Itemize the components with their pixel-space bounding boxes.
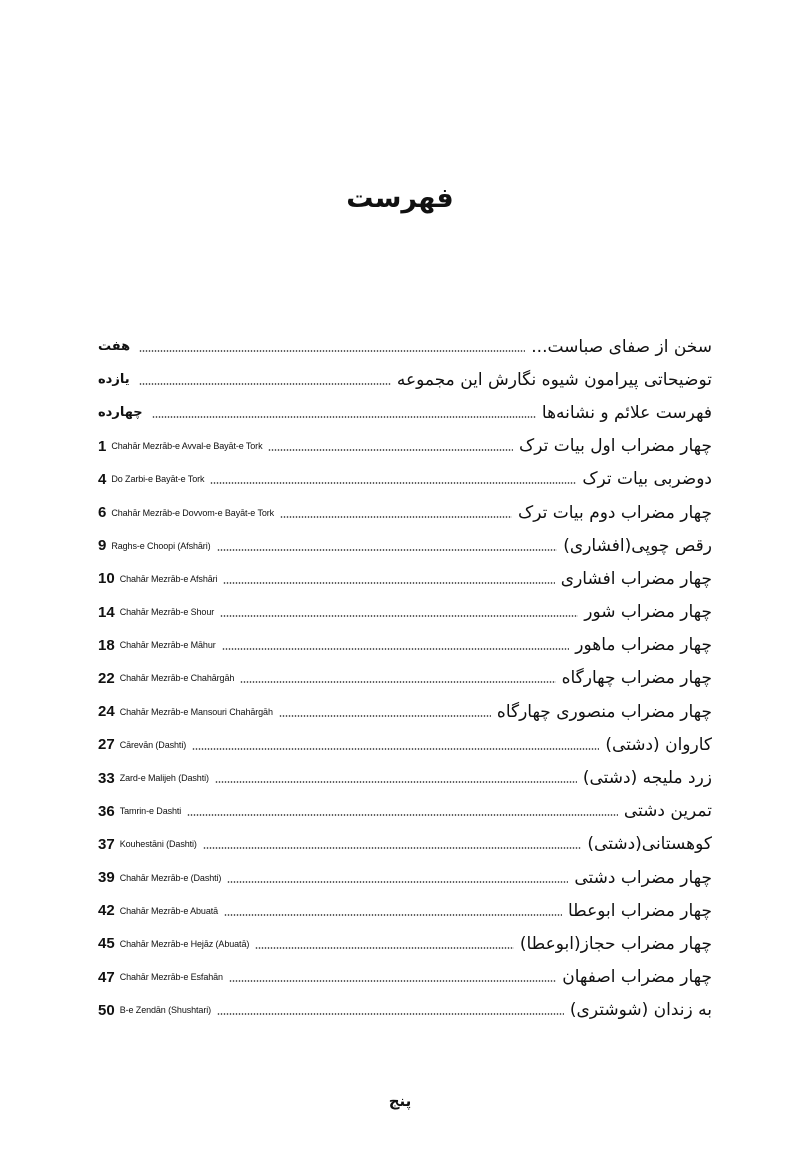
toc-page-number: هفت (98, 339, 131, 355)
toc-page-number: 22 (98, 669, 115, 687)
toc-entry (98, 662, 712, 695)
toc-latin-title: Chahār Mezrāb-e Hejāz (Abuatā) (119, 938, 250, 949)
dot-leader (224, 914, 562, 916)
toc-page-number: 50 (98, 1001, 115, 1019)
toc-latin-title: Chahār Mezrāb-e Shour (119, 607, 215, 618)
toc-persian-title: چهار مضراب اصفهان (562, 967, 712, 988)
dot-leader (187, 814, 618, 816)
toc-latin-title: Chahār Mezrāb-e Afshāri (119, 573, 218, 584)
toc-entry (98, 463, 712, 496)
toc-page-number: 33 (98, 769, 115, 787)
toc-persian-title: سخن از صفای صباست... (531, 336, 712, 357)
dot-leader (279, 715, 491, 717)
toc-persian-title: کوهستانی(دشتی) (587, 834, 712, 855)
toc-persian-title: کاروان (دشتی) (605, 734, 712, 755)
toc-page-number: 1 (98, 437, 107, 455)
toc-page-number: 6 (98, 504, 107, 522)
toc-entry (98, 728, 712, 761)
toc-persian-title: چهار مضراب شور (584, 602, 712, 623)
toc-persian-title: چهار مضراب افشاری (560, 568, 712, 589)
table-of-contents (98, 330, 712, 1027)
toc-page-number: 18 (98, 636, 115, 654)
toc-persian-title: چهار مضراب ابوعطا (567, 900, 712, 921)
toc-entry (98, 330, 712, 363)
toc-entry (98, 927, 712, 960)
toc-entry (98, 430, 712, 463)
toc-latin-title: Chahār Mezrāb-e Abuatā (119, 905, 219, 916)
toc-entry (98, 562, 712, 595)
toc-persian-title: به زندان (شوشتری) (569, 1000, 712, 1021)
dot-leader (223, 582, 554, 584)
toc-page-number: 9 (98, 537, 107, 555)
toc-entry (98, 629, 712, 662)
dot-leader (240, 681, 555, 683)
toc-persian-title: رقص چوپی(افشاری) (563, 535, 712, 556)
dot-leader (152, 416, 536, 418)
dot-leader (139, 383, 391, 385)
toc-latin-title: Chahār Mezrāb-e Avval-e Bayāt-e Tork (111, 441, 263, 452)
toc-page-number: 39 (98, 869, 115, 887)
dot-leader (255, 947, 514, 949)
dot-leader (210, 482, 576, 484)
toc-entry (98, 396, 712, 429)
dot-leader (192, 748, 599, 750)
toc-persian-title: چهار مضراب دشتی (574, 867, 712, 888)
toc-page-number: 24 (98, 703, 115, 721)
toc-page-number: 37 (98, 835, 115, 853)
toc-entry (98, 529, 712, 562)
dot-leader (229, 980, 556, 982)
toc-entry (98, 994, 712, 1027)
toc-persian-title: تمرین دشتی (623, 801, 712, 822)
page-number: پنج (388, 1092, 412, 1110)
dot-leader (222, 648, 570, 650)
toc-entry (98, 828, 712, 861)
toc-entry (98, 596, 712, 629)
toc-persian-title: چهار مضراب منصوری چهارگاه (496, 701, 712, 722)
toc-latin-title: Chahār Mezrāb-e Dovvom-e Bayāt-e Tork (111, 507, 275, 518)
dot-leader (268, 449, 513, 451)
toc-persian-title: دوضربی بیات ترک (582, 469, 712, 490)
dot-leader (220, 615, 578, 617)
toc-page-number: 10 (98, 570, 115, 588)
toc-persian-title: فهرست علائم و نشانه‌ها (541, 402, 712, 423)
toc-latin-title: Chahār Mezrāb-e Chahārgāh (119, 673, 235, 684)
toc-persian-title: چهار مضراب دوم بیات ترک (518, 502, 712, 523)
dot-leader (217, 1013, 564, 1015)
toc-entry (98, 363, 712, 396)
toc-latin-title: Chahār Mezrāb-e Māhur (119, 640, 216, 651)
toc-page-number: چهارده (98, 405, 143, 421)
toc-latin-title: Chahār Mezrāb-e Mansouri Chahārgāh (119, 706, 273, 717)
toc-entry (98, 695, 712, 728)
toc-page-number: 47 (98, 968, 115, 986)
toc-page-number: 14 (98, 603, 115, 621)
toc-entry (98, 894, 712, 927)
toc-page-number: یازده (98, 372, 130, 388)
toc-persian-title: چهار مضراب حجاز(ابوعطا) (519, 933, 712, 954)
toc-persian-title: چهار مضراب ماهور (575, 635, 712, 656)
toc-persian-title: زرد ملیجه (دشتی) (582, 768, 712, 789)
toc-persian-title: چهار مضراب اول بیات ترک (519, 436, 712, 457)
toc-page-number: 42 (98, 902, 115, 920)
toc-latin-title: Chahār Mezrāb-e Esfahān (119, 972, 223, 983)
page-title: فهرست (346, 183, 454, 214)
toc-latin-title: Zard-e Malijeh (Dashti) (119, 773, 209, 784)
toc-persian-title: چهار مضراب چهارگاه (561, 668, 712, 689)
toc-entry (98, 861, 712, 894)
toc-page-number: 4 (98, 470, 107, 488)
toc-entry (98, 496, 712, 529)
toc-entry (98, 961, 712, 994)
dot-leader (217, 549, 558, 551)
toc-latin-title: Cārevān (Dashti) (119, 739, 187, 750)
toc-latin-title: B-e Zendān (Shushtari) (119, 1005, 212, 1016)
toc-entry (98, 761, 712, 794)
toc-latin-title: Chahār Mezrāb-e (Dashti) (119, 872, 222, 883)
toc-page-number: 36 (98, 802, 115, 820)
toc-latin-title: Do Zarbi-e Bayāt-e Tork (111, 474, 205, 485)
toc-page-number: 45 (98, 935, 115, 953)
toc-latin-title: Raghs-e Choopi (Afshāri) (111, 540, 211, 551)
dot-leader (215, 781, 577, 783)
dot-leader (139, 350, 525, 352)
toc-latin-title: Tamrin-e Dashti (119, 806, 182, 817)
dot-leader (227, 881, 568, 883)
toc-persian-title: توضیحاتی پیرامون شیوه نگارش این مجموعه (396, 369, 712, 390)
toc-latin-title: Kouhestāni (Dashti) (119, 839, 197, 850)
toc-entry (98, 795, 712, 828)
toc-page-number: 27 (98, 736, 115, 754)
dot-leader (203, 847, 582, 849)
dot-leader (280, 516, 512, 518)
